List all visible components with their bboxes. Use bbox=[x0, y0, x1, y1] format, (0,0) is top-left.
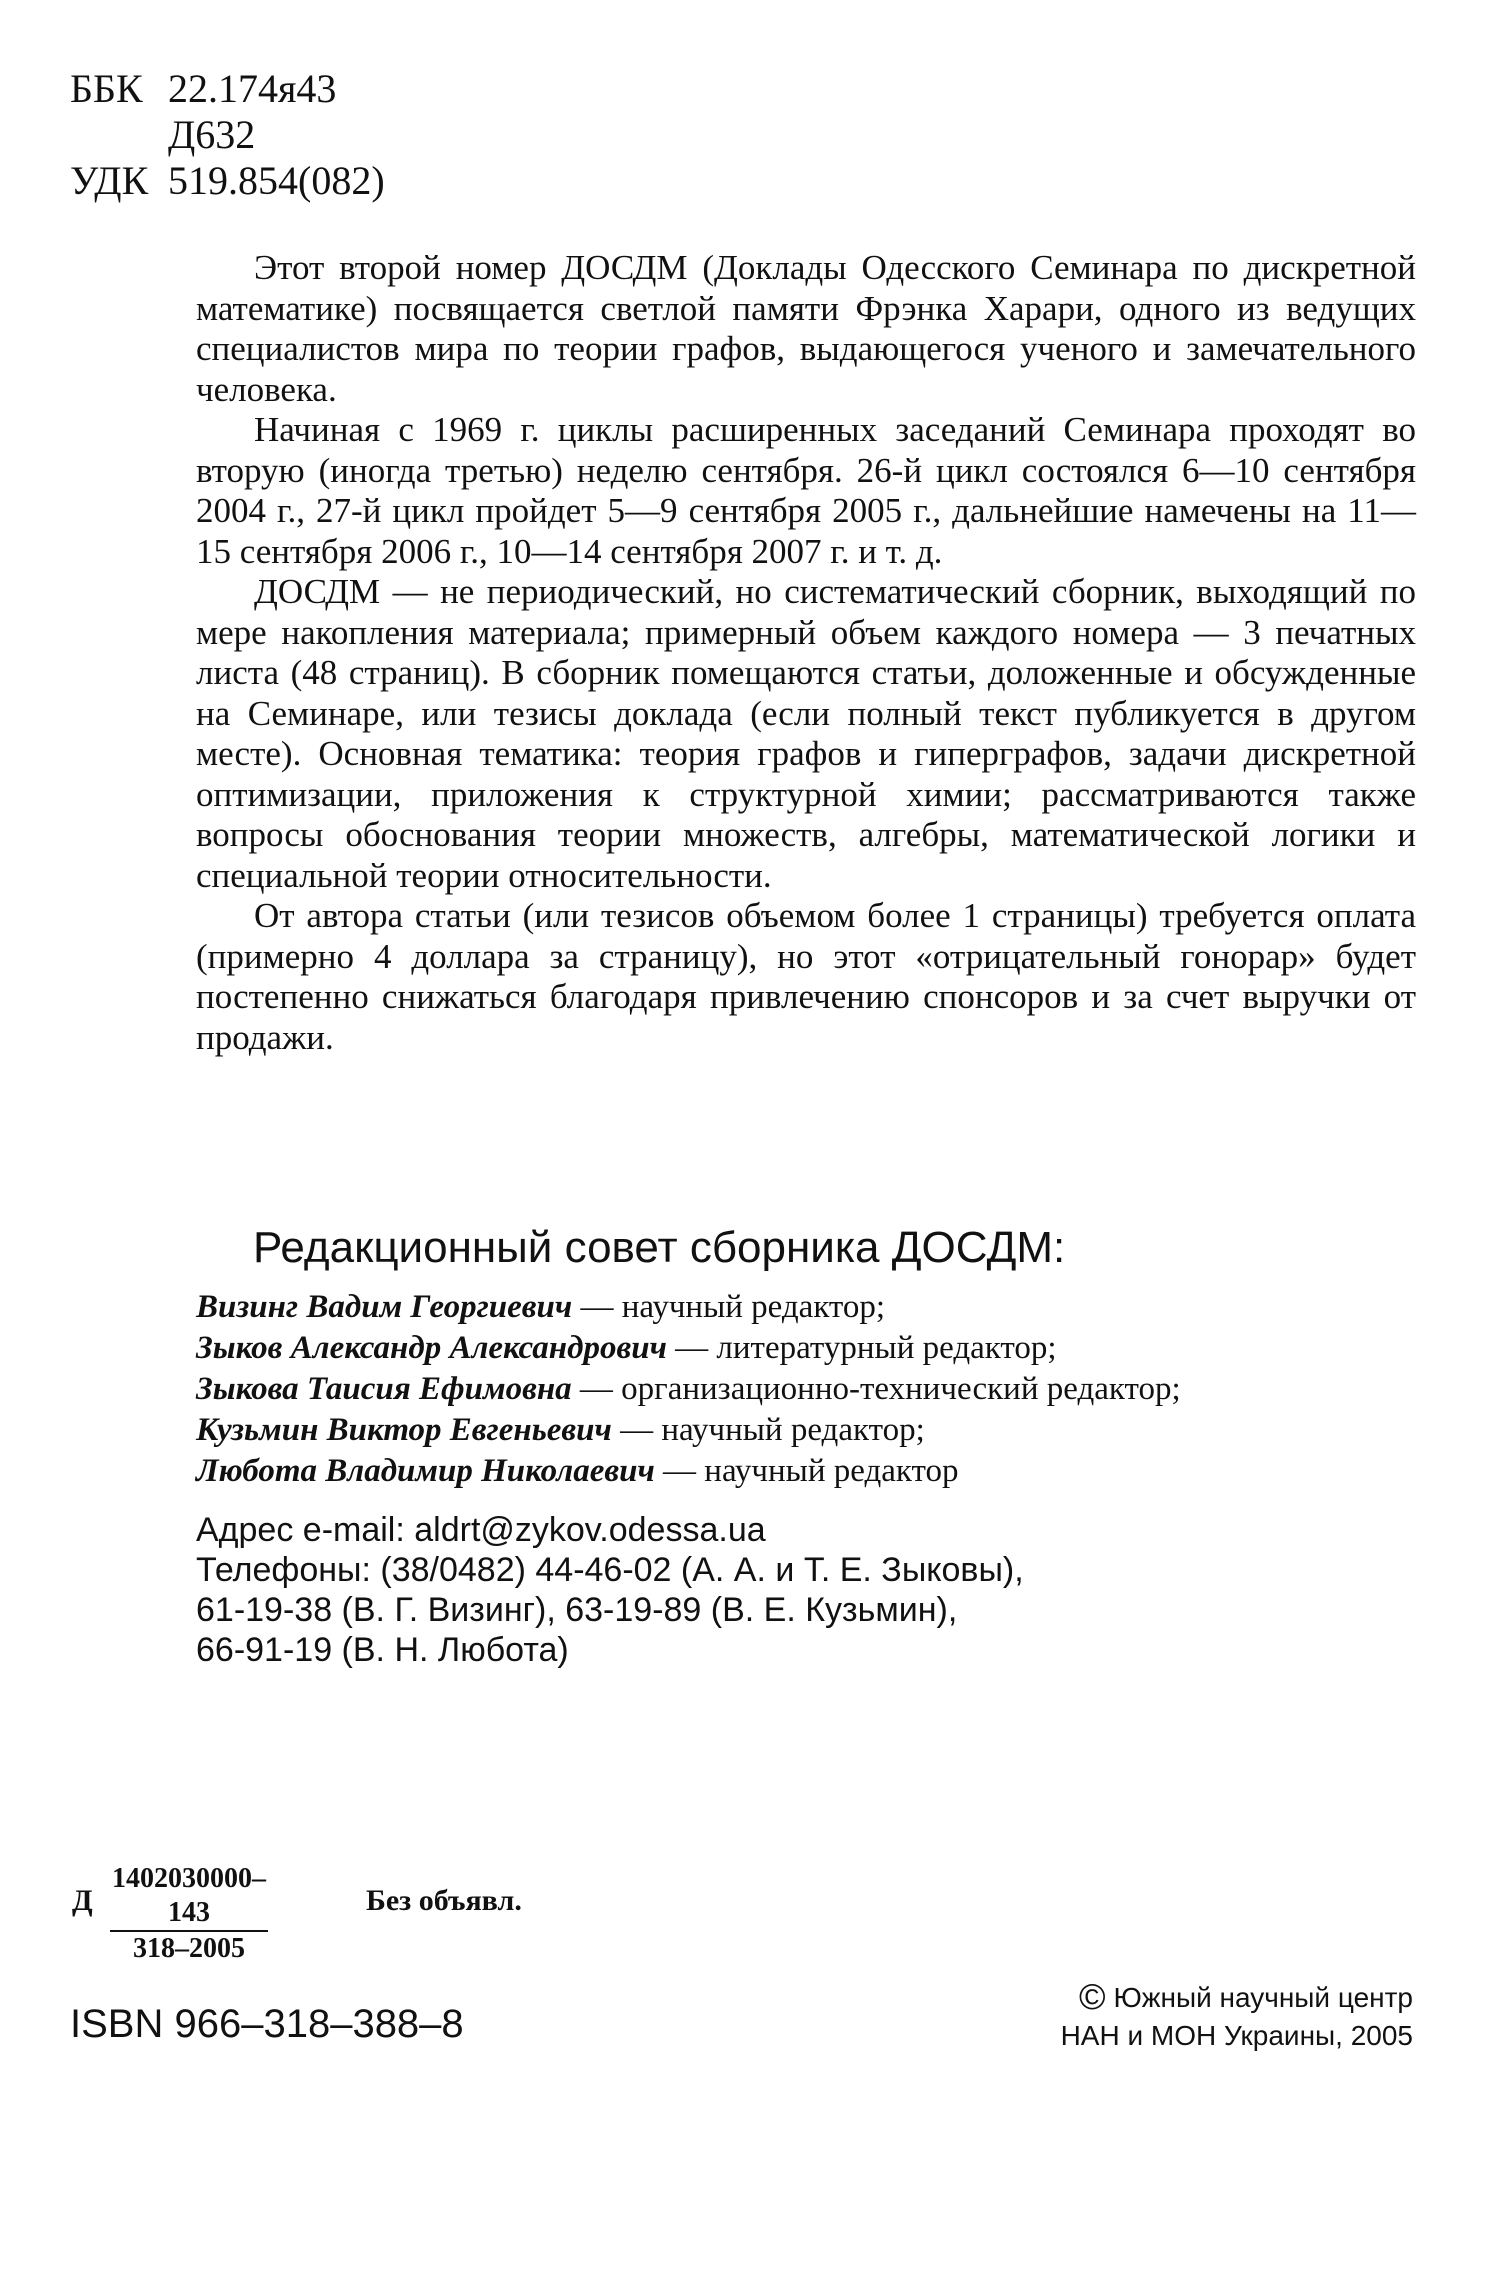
author-mark-row bbox=[70, 112, 385, 158]
copyright-line-1 bbox=[1061, 1978, 1413, 2017]
copyright-holder: Южный научный центр bbox=[1113, 1982, 1413, 2013]
paragraph-dedication: Этот второй номер ДОСДМ (Доклады Одесского Семинара по дискретной математике) посвящается светлой памяти Фрэнка Харари, одного из ведущих специалистов мира по теории графов, выдающегося ученого и замечательного человека. bbox=[196, 248, 1416, 409]
publication-code-note: Без объявл. bbox=[366, 1884, 522, 1917]
publication-code-letter: Д bbox=[72, 1884, 93, 1917]
paragraph-scope: ДОСДМ — не периодический, но систематический сборник, выходящий по мере накопления материала; примерный объем каждого номера — 3 печатных листа (48 страниц). В сборник помещаются статьи, доложенные и обсужденные на Семинаре, или тезисы доклада (если полный текст публикуется в другом месте). Основная тематика: теория графов и гиперграфов, задачи дискретной оптимизации, приложения к структурной химии; рассматриваются также вопросы обоснования теории множеств, алгебры, математической логики и специальной теории относительности. bbox=[196, 572, 1416, 895]
paragraph-schedule: Начиная с 1969 г. циклы расширенных заседаний Семинара проходят во вторую (иногда третью) неделю сентября. 26-й цикл состоялся 6—10 сентября 2004 г., 27-й цикл пройдет 5—9 сентября 2005 г., дальнейшие намечены на 11—15 сентября 2006 г., 10—14 сентября 2007 г. и т. д. bbox=[196, 410, 1416, 571]
editorial-board-title: Редакционный совет сборника ДОСДМ: bbox=[253, 1223, 1066, 1272]
contacts-block bbox=[196, 1510, 1024, 1670]
copyright-line-2: НАН и МОН Украины, 2005 bbox=[1060, 2020, 1413, 2051]
publication-code-fraction bbox=[110, 1862, 268, 1966]
email-line: Адрес e-mail: aldrt@zykov.odessa.ua bbox=[196, 1511, 766, 1549]
author-mark: Д632 bbox=[168, 112, 256, 157]
bbk-row bbox=[70, 66, 385, 112]
bbk-code: 22.174я43 bbox=[168, 66, 337, 111]
publication-code-denominator: 318–2005 bbox=[133, 1933, 245, 1964]
annotation-text bbox=[196, 248, 1416, 1058]
paragraph-fees: От автора статьи (или тезисов объемом более 1 страницы) требуется оплата (примерно 4 доллара за страницу), но этот «отрицательный гонорар» будет постепенно снижаться благодаря привлечению спонсоров и за счет выручки от продажи. bbox=[196, 896, 1416, 1057]
udk-code: 519.854(082) bbox=[168, 158, 385, 203]
member-name: Визинг Вадим Георгиевич bbox=[196, 1289, 573, 1325]
udk-label: УДК bbox=[70, 158, 149, 203]
board-member bbox=[196, 1451, 1416, 1492]
member-name: Зыков Александр Александрович bbox=[196, 1330, 667, 1366]
phones-line: Телефоны: (38/0482) 44-46-02 (А. А. и Т. Е. Зыковы), bbox=[196, 1551, 1024, 1589]
publication-code-numerator: 1402030000–143 bbox=[110, 1862, 268, 1932]
member-role: — научный редактор bbox=[654, 1453, 959, 1489]
classification-block bbox=[70, 66, 385, 204]
member-role: — литературный редактор; bbox=[666, 1330, 1057, 1366]
member-role: — научный редактор; bbox=[572, 1289, 886, 1325]
phones-line: 66-91-19 (В. Н. Любота) bbox=[196, 1631, 569, 1669]
board-member bbox=[196, 1287, 1416, 1328]
copyright-icon: © bbox=[1078, 1976, 1106, 2017]
board-member bbox=[196, 1410, 1416, 1451]
copyright-block bbox=[1061, 1978, 1413, 2055]
member-role: — научный редактор; bbox=[611, 1412, 925, 1448]
member-name: Любота Владимир Николаевич bbox=[196, 1453, 655, 1489]
udk-row bbox=[70, 158, 385, 204]
editorial-board-list bbox=[196, 1287, 1416, 1492]
board-member bbox=[196, 1369, 1416, 1410]
phones-line: 61-19-38 (В. Г. Визинг), 63-19-89 (В. Е. Кузьмин), bbox=[196, 1591, 958, 1629]
board-member bbox=[196, 1328, 1416, 1369]
member-name: Зыкова Таисия Ефимовна bbox=[196, 1371, 572, 1407]
member-role: — организационно-технический редактор; bbox=[571, 1371, 1181, 1407]
member-name: Кузьмин Виктор Евгеньевич bbox=[196, 1412, 612, 1448]
bbk-label: ББК bbox=[70, 66, 143, 111]
isbn: ISBN 966–318–388–8 bbox=[70, 2002, 464, 2046]
